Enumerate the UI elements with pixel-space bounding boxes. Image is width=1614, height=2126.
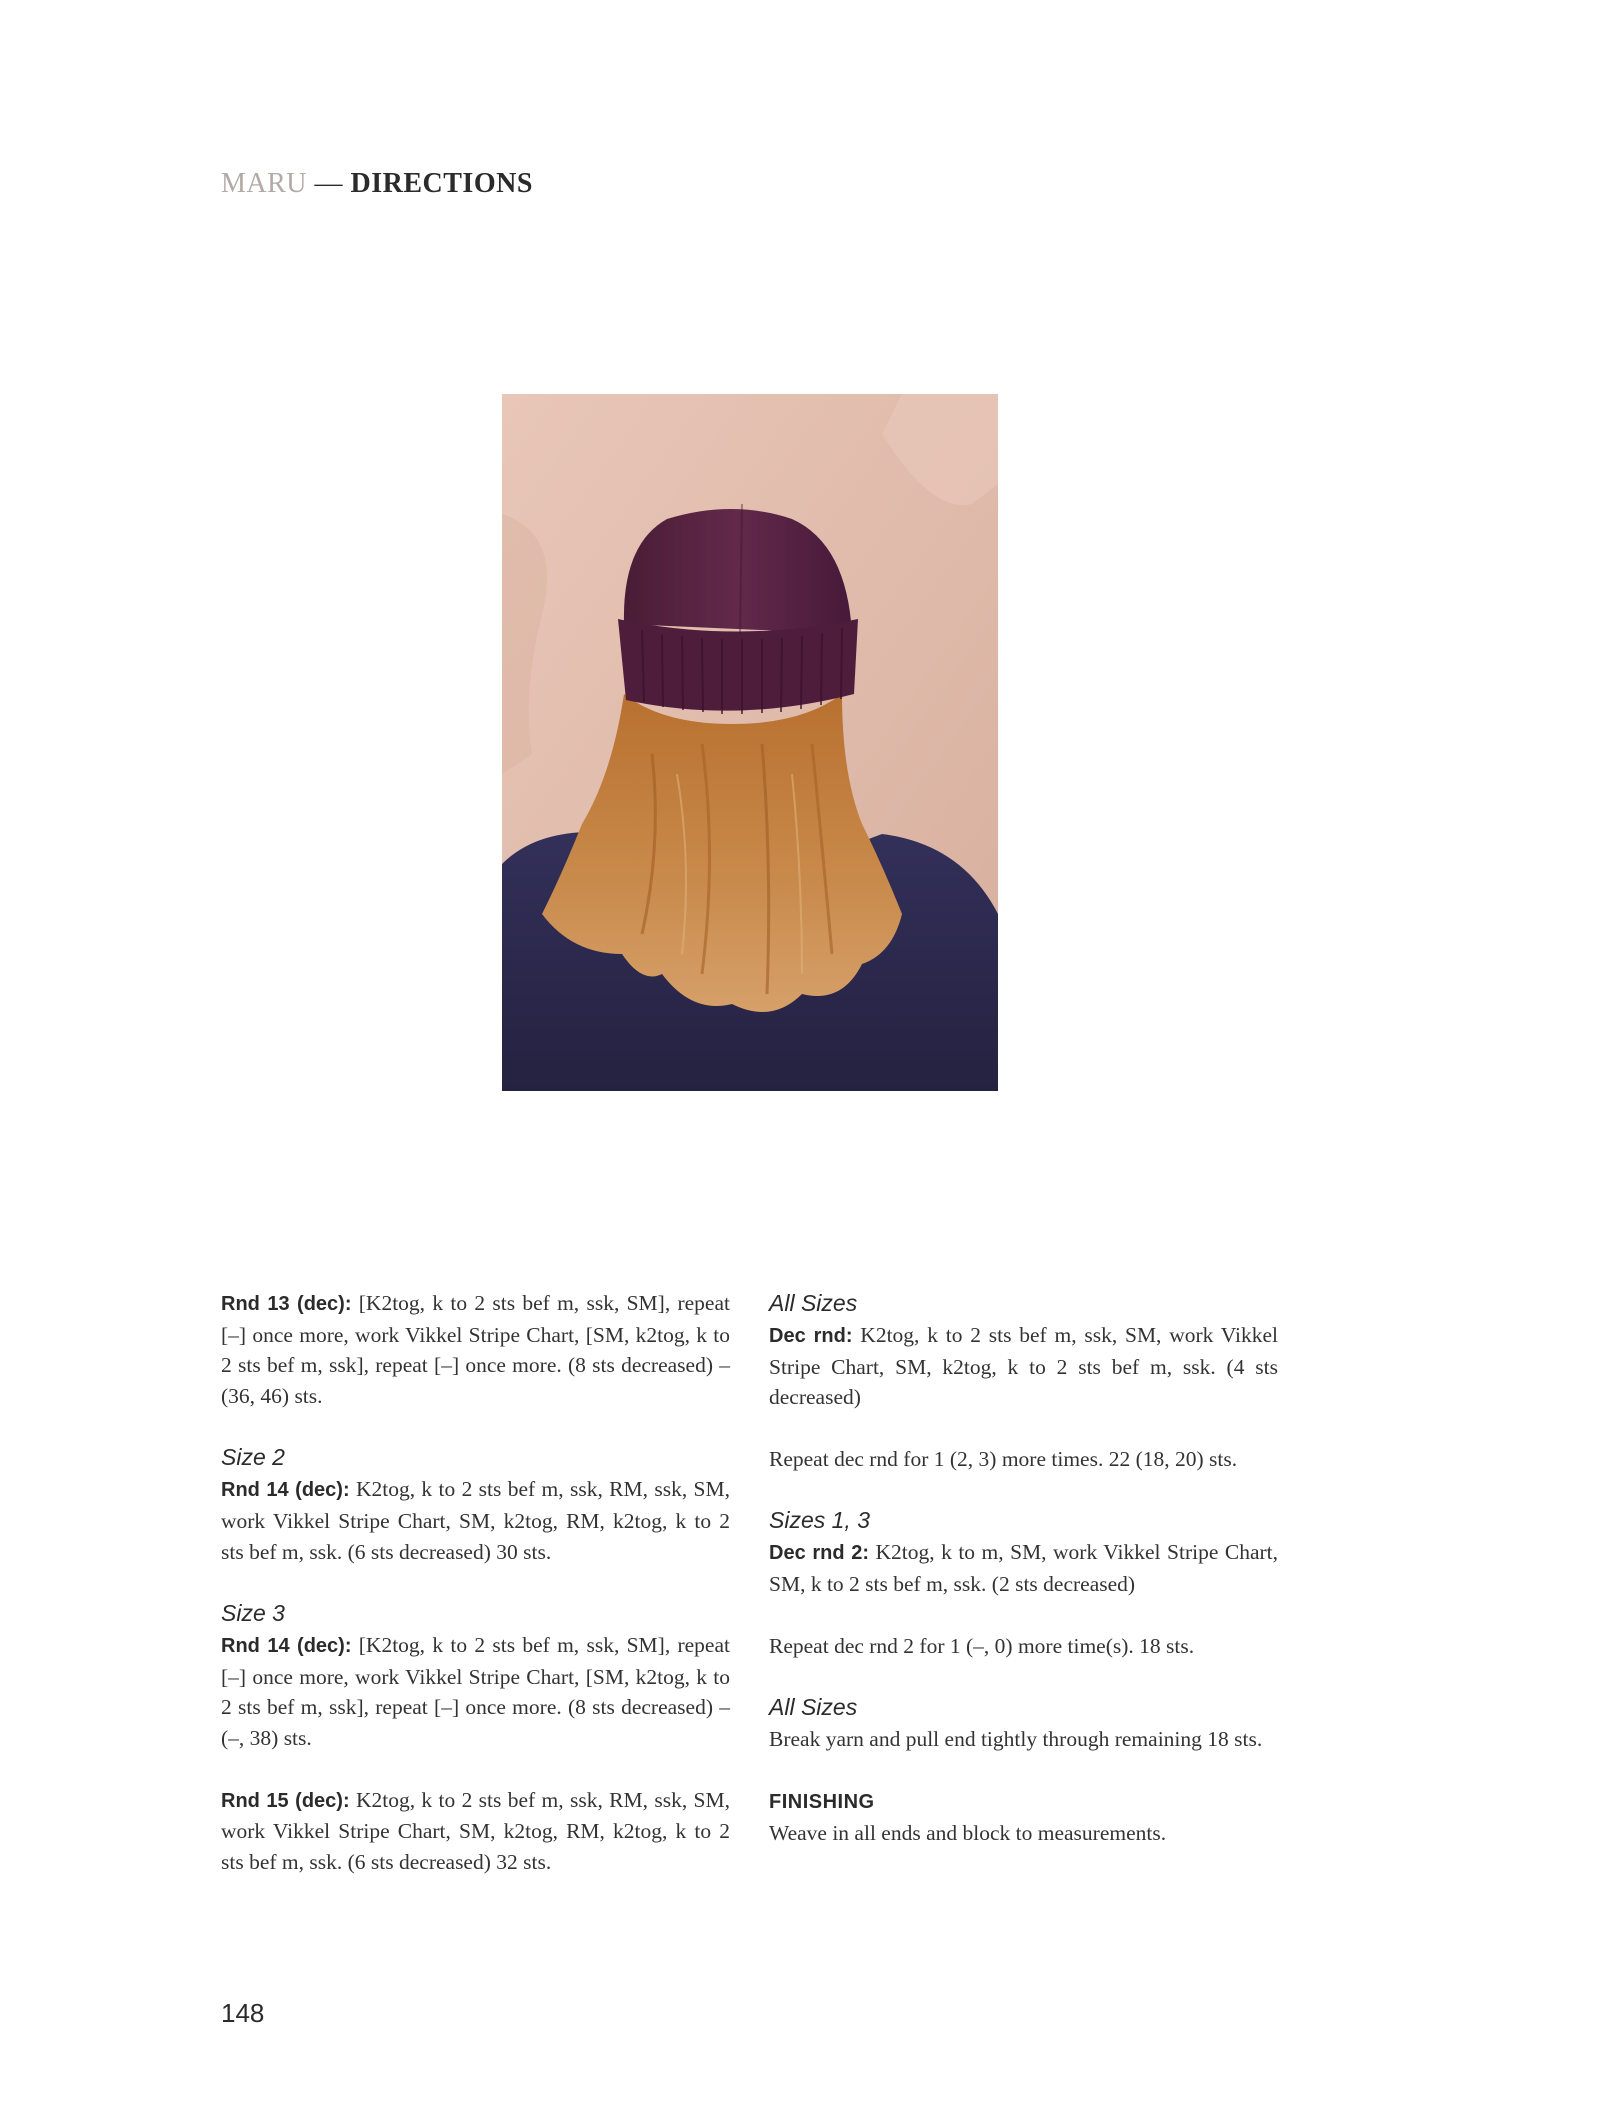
size-3-rnd-14-text: [K2tog, k to 2 sts bef m, ssk, SM], repeat [–] once more, work Vikkel Stripe Chart, [SM, k2tog, k to 2 sts bef m, ssk], repeat [–] once more. (8 sts decreased) – (–, 38) sts. <box>221 1633 730 1750</box>
finishing-text: Weave in all ends and block to measurements. <box>769 1820 1167 1845</box>
size-2-rnd-14-text: K2tog, k to 2 sts bef m, ssk, RM, ssk, SM, work Vikkel Stripe Chart, SM, k2tog, RM, k2tog, k to 2 sts bef m, ssk. (6 sts decreased) 30 sts. <box>221 1477 730 1564</box>
page-header <box>221 168 533 200</box>
repeat-dec-rnd-text: Repeat dec rnd for 1 (2, 3) more times. 22 (18, 20) sts. <box>769 1446 1238 1471</box>
section-title: DIRECTIONS <box>350 168 533 199</box>
all-sizes-heading: All Sizes <box>769 1290 858 1316</box>
rnd-13-text: [K2tog, k to 2 sts bef m, ssk, SM], repeat [–] once more, work Vikkel Stripe Chart, [SM, k2tog, k to 2 sts bef m, ssk], repeat [–] once more. (8 sts decreased) – (36, 46) sts. <box>221 1291 730 1408</box>
page-number: 148 <box>221 1998 265 2028</box>
size-2-rnd-14-label: Rnd 14 (dec): <box>221 1479 350 1502</box>
finishing-heading: FINISHING <box>769 1790 875 1813</box>
hat-photo <box>502 394 998 1091</box>
size-3-heading: Size 3 <box>221 1600 285 1627</box>
break-yarn-text: Break yarn and pull end tightly through remaining 18 sts. <box>769 1727 1263 1752</box>
dec-rnd-label: Dec rnd: <box>769 1325 853 1347</box>
rnd-15-label: Rnd 15 (dec): <box>221 1789 350 1812</box>
size-2-heading: Size 2 <box>221 1444 285 1471</box>
rnd-15-instruction <box>221 1785 730 1878</box>
all-sizes-final-heading: All Sizes <box>769 1694 858 1721</box>
rnd-13-label: Rnd 13 (dec): <box>221 1293 352 1315</box>
dec-rnd-2-label: Dec rnd 2: <box>769 1542 870 1565</box>
dec-rnd-2-instruction <box>769 1537 1278 1599</box>
size-3-rnd-14-label: Rnd 14 (dec): <box>221 1635 352 1658</box>
dec-rnd-instruction <box>769 1320 1278 1413</box>
repeat-dec-rnd-2-text: Repeat dec rnd 2 for 1 (–, 0) more time(s). 18 sts. <box>769 1633 1195 1658</box>
rnd-15-text: K2tog, k to 2 sts bef m, ssk, RM, ssk, SM, work Vikkel Stripe Chart, SM, k2tog, RM, k2tog, k to 2 sts bef m, ssk. (6 sts decreased) 32 sts. <box>221 1787 730 1874</box>
sizes-1-3-heading: Sizes 1, 3 <box>769 1507 870 1534</box>
dec-rnd-2-text: K2tog, k to m, SM, work Vikkel Stripe Chart, SM, k to 2 sts bef m, ssk. (2 sts decreased) <box>769 1540 1278 1596</box>
right-column <box>769 1288 1278 1848</box>
pattern-name: MARU <box>221 168 308 199</box>
size-2-rnd-14-instruction <box>221 1474 730 1567</box>
rnd-13-instruction <box>221 1288 730 1411</box>
header-separator: — <box>307 168 351 199</box>
size-3-rnd-14-instruction <box>221 1630 730 1753</box>
dec-rnd-text: K2tog, k to 2 sts bef m, ssk, SM, work Vikkel Stripe Chart, SM, k2tog, k to 2 sts bef m, ssk. (4 sts decreased) <box>769 1323 1279 1410</box>
left-column <box>221 1288 730 1908</box>
